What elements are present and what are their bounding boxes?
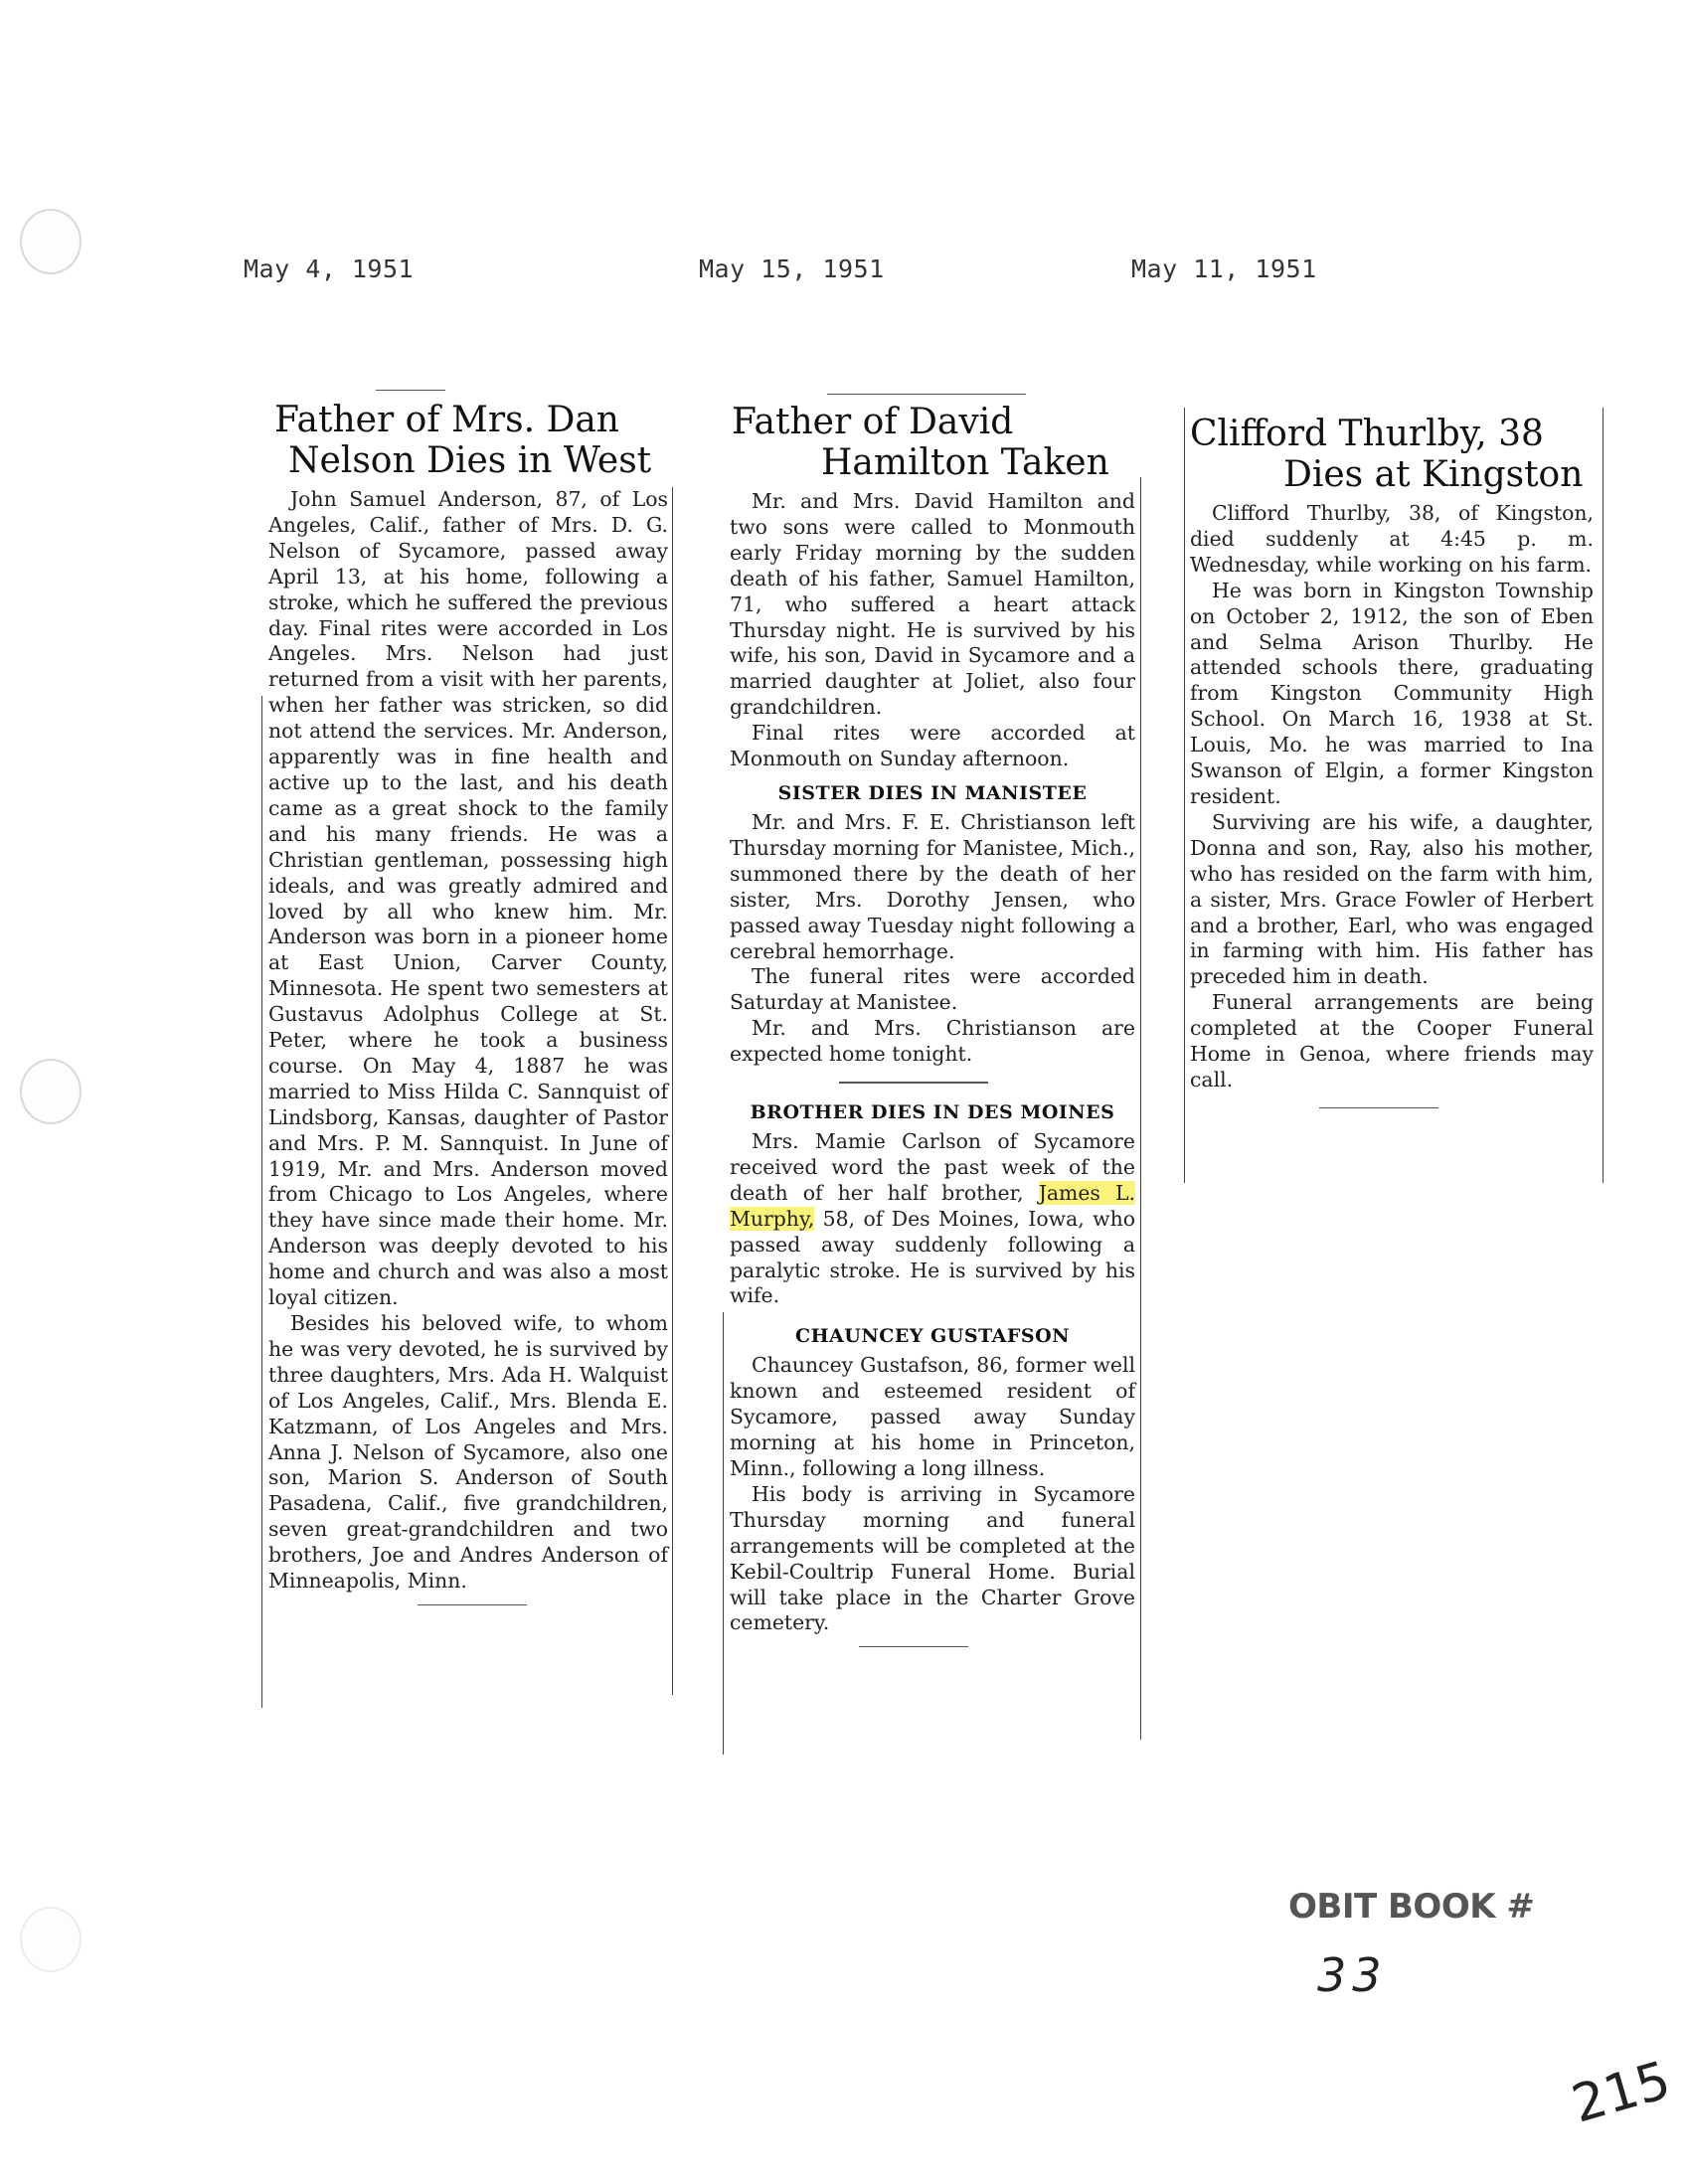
column-2-left-border bbox=[723, 1312, 724, 1755]
date-column-2: May 15, 1951 bbox=[699, 254, 885, 283]
binder-hole-middle bbox=[20, 1059, 82, 1124]
article-paragraph: Final rites were accorded at Monmouth on Sunday afternoon. bbox=[730, 721, 1135, 771]
column-3-left-border bbox=[1184, 408, 1185, 1183]
article-anderson bbox=[268, 400, 668, 1605]
binder-hole-bottom bbox=[20, 1907, 82, 1972]
article-paragraph: His body is arriving in Sycamore Thursday morning and funeral arrangements will be completed at the Kebil-Coultrip Funeral Home. Burial will take place in the Charter Grove cemetery. bbox=[730, 1481, 1135, 1635]
article-paragraph bbox=[730, 1129, 1135, 1309]
obit-book-stamp: OBIT BOOK # bbox=[1288, 1887, 1535, 1927]
headline-line-1: Clifford Thurlby, 38 bbox=[1190, 414, 1544, 454]
article-paragraph: Mr. and Mrs. F. E. Christianson left Thursday morning for Manistee, Mich., summoned there by the death of her sister, Mrs. Dorothy Jensen, who passed away Tuesday night following a cerebral hemorrhage. bbox=[730, 809, 1135, 963]
article-paragraph: Mr. and Mrs. David Hamilton and two sons were called to Monmouth early Friday morning by the sudden death of his father, Samuel Hamilton, 71, who suffered a heart attack Thursday night. He is survived by his wife, his son, David in Sycamore and a married daughter at Joliet, also four grandchildren. bbox=[730, 489, 1135, 720]
handwritten-page-number: 215 bbox=[1566, 2050, 1677, 2135]
article-paragraph: Besides his beloved wife, to whom he was very devoted, he is survived by three daughters, Mrs. Ada H. Walquist of Los Angeles, Calif., Mrs. Blenda E. Katzmann, of Los Angeles and Mrs. Anna J. Nelson of Sycamore, also one son, Marion S. Anderson of South Pasadena, Calif., five grandchildren, seven great-grandchildren and two brothers, Joe and Andres Anderson of Minneapolis, Minn. bbox=[268, 1311, 668, 1594]
headline-thurlby bbox=[1190, 414, 1594, 495]
headline-hamilton bbox=[730, 402, 1135, 483]
column-1-right-border bbox=[672, 487, 673, 1695]
subheading-des-moines: BROTHER DIES IN DES MOINES bbox=[750, 1101, 1115, 1124]
article-hamilton bbox=[730, 402, 1135, 1647]
article-paragraph: John Samuel Anderson, 87, of Los Angeles, Calif., father of Mrs. D. G. Nelson of Sycamore, passed away April 13, at his home, following a stroke, which he suffered the previous day. Final rites were accorded in Los Angeles. Mrs. Nelson had just returned from a visit with her parents, when her father was stricken, so did not attend the services. Mr. Anderson, apparently was in fine health and active up to the last, and his death came as a great shock to the family and his many friends. He was a Christian gentleman, possessing high ideals, and was greatly admired and loved by all who knew him. Mr. Anderson was born in a pioneer home at East Union, Carver County, Minnesota. He spent two semesters at Gustavus Adolphus College at St. Peter, where he took a business course. On May 4, 1887 he was married to Miss Hilda C. Sannquist of Lindsborg, Kansas, daughter of Pastor and Mrs. P. M. Sannquist. In June of 1919, Mr. and Mrs. Anderson moved from Chicago to Los Angeles, where they have since made their home. Mr. Anderson was deeply devoted to his home and church and was also a most loyal citizen. bbox=[268, 487, 668, 1310]
column-2-top-rule bbox=[827, 394, 1026, 395]
highlighted-name: James L. Murphy, bbox=[730, 1180, 1136, 1231]
column-2-right-border bbox=[1140, 477, 1141, 1740]
article-paragraph: Surviving are his wife, a daughter, Donna and son, Ray, also his mother, who has resided on the farm with him, a sister, Mrs. Grace Fowler of Herbert and a brother, Earl, who was engaged in farming with him. His father has preceded him in death. bbox=[1190, 809, 1594, 989]
article-paragraph: Chauncey Gustafson, 86, former well known and esteemed resident of Sycamore, passed away Sunday morning at his home in Princeton, Minn., following a long illness. bbox=[730, 1353, 1135, 1480]
headline-anderson bbox=[268, 400, 668, 481]
section-rule bbox=[839, 1082, 988, 1084]
article-paragraph: Mr. and Mrs. Christianson are expected home tonight. bbox=[730, 1016, 1135, 1067]
article-paragraph: Funeral arrangements are being completed at the Cooper Funeral Home in Genoa, where friends may call. bbox=[1190, 990, 1594, 1092]
article-thurlby bbox=[1190, 414, 1594, 1108]
binder-hole-top bbox=[20, 209, 82, 274]
column-3-right-border bbox=[1603, 408, 1604, 1183]
column-2-bottom-rule bbox=[859, 1646, 968, 1647]
headline-line-1: Father of David bbox=[732, 402, 1014, 442]
handwritten-book-number: 33 bbox=[1317, 1948, 1388, 2002]
paragraph-text: Mrs. Mamie Carlson of Sycamore received word the past week of the death of her half brother, bbox=[730, 1129, 1135, 1205]
date-column-1: May 4, 1951 bbox=[244, 254, 415, 283]
headline-line-2: Dies at Kingston bbox=[1283, 454, 1584, 495]
date-column-3: May 11, 1951 bbox=[1131, 254, 1317, 283]
column-3-bottom-rule bbox=[1319, 1107, 1438, 1108]
paragraph-text: 58, of Des Moines, Iowa, who passed away suddenly following a paralytic stroke. He is survived by his wife. bbox=[730, 1206, 1135, 1308]
column-1-bottom-rule bbox=[418, 1604, 527, 1605]
headline-line-2: Nelson Dies in West bbox=[288, 440, 652, 481]
article-paragraph: Clifford Thurlby, 38, of Kingston, died suddenly at 4:45 p. m. Wednesday, while working on his farm. bbox=[1190, 501, 1594, 577]
column-1-top-rule bbox=[376, 390, 445, 391]
headline-line-1: Father of Mrs. Dan bbox=[274, 400, 619, 440]
article-paragraph: The funeral rites were accorded Saturday at Manistee. bbox=[730, 964, 1135, 1015]
headline-line-2: Hamilton Taken bbox=[821, 442, 1109, 483]
subheading-gustafson: CHAUNCEY GUSTAFSON bbox=[794, 1325, 1071, 1348]
subheading-manistee: SISTER DIES IN MANISTEE bbox=[777, 781, 1088, 804]
column-1-left-border bbox=[261, 696, 262, 1708]
article-paragraph: He was born in Kingston Township on October 2, 1912, the son of Eben and Selma Arison Thurlby. He attended schools there, graduating from Kingston Community High School. On March 16, 1938 at St. Louis, Mo. he was married to Ina Swanson of Elgin, a former Kingston resident. bbox=[1190, 578, 1594, 808]
